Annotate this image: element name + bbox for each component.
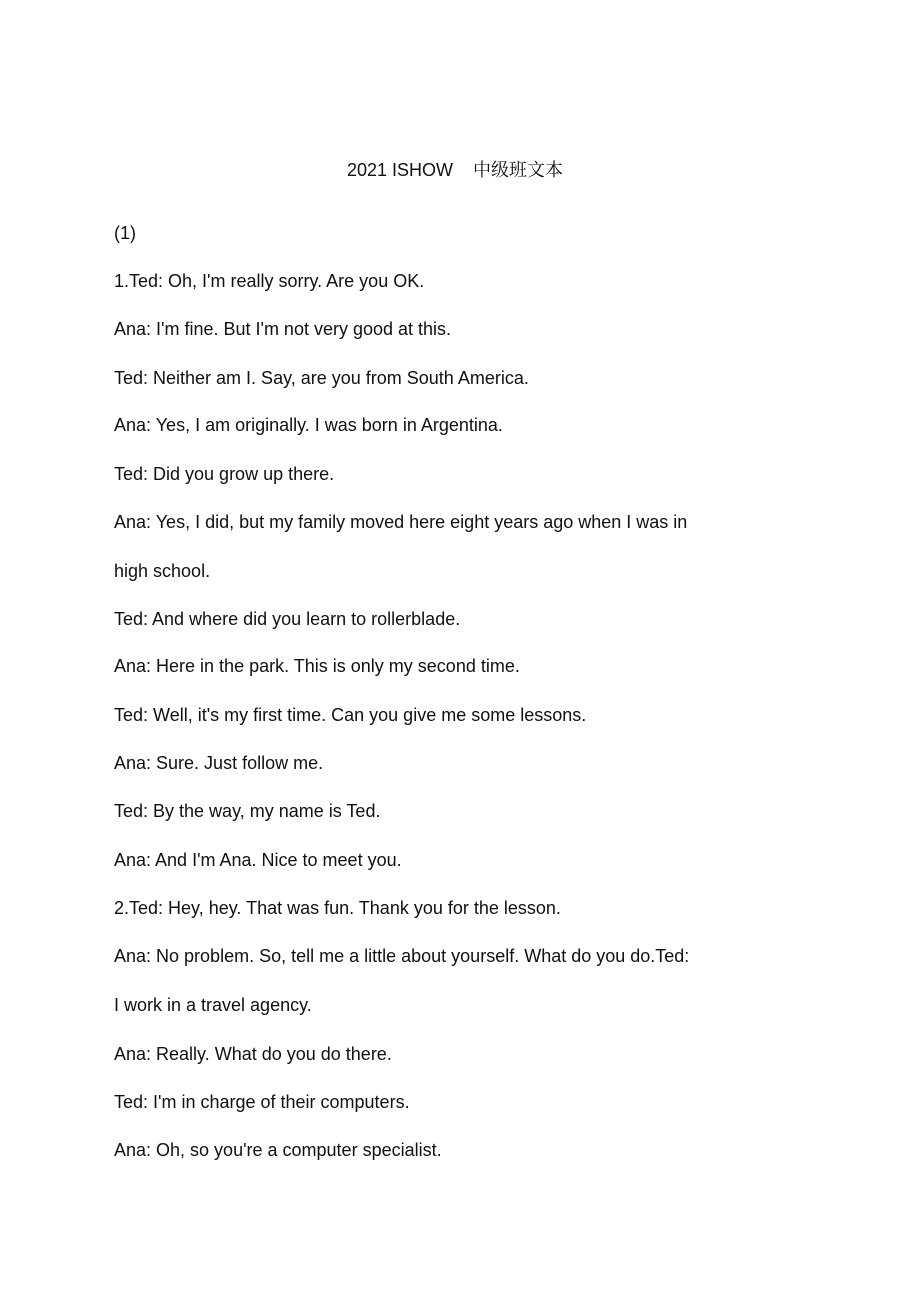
section-number: (1) — [114, 223, 136, 243]
dialogue-line: Ted: I'm in charge of their computers. — [114, 1092, 410, 1112]
dialogue-line: Ted: Neither am I. Say, are you from South America. — [114, 368, 529, 388]
dialogue-line: 1.Ted: Oh, I'm really sorry. Are you OK. — [114, 271, 425, 291]
dialogue-line: Ana: I'm fine. But I'm not very good at this. — [114, 319, 452, 339]
dialogue-line: Ana: Yes, I did, but my family moved here eight years ago when I was in — [114, 512, 688, 532]
dialogue-line: Ana: Here in the park. This is only my second time. — [114, 656, 520, 676]
dialogue-line: Ana: Sure. Just follow me. — [114, 753, 324, 773]
title-chinese: 中级班文本 — [473, 160, 564, 181]
dialogue-line: Ana: Really. What do you do there. — [114, 1044, 392, 1064]
dialogue-line: 2.Ted: Hey, hey. That was fun. Thank you for the lesson. — [114, 898, 561, 918]
dialogue-line: Ted: And where did you learn to rollerblade. — [114, 609, 461, 629]
page-title — [0, 156, 910, 182]
dialogue-line: Ana: Yes, I am originally. I was born in Argentina. — [114, 415, 503, 435]
title-english: 2021 ISHOW — [346, 160, 454, 180]
dialogue-line: I work in a travel agency. — [114, 995, 312, 1015]
dialogue-line: Ted: Well, it's my first time. Can you give me some lessons. — [114, 705, 587, 725]
dialogue-line: Ana: Oh, so you're a computer specialist. — [114, 1140, 442, 1160]
dialogue-line: Ted: Did you grow up there. — [114, 464, 335, 484]
dialogue-line: Ted: By the way, my name is Ted. — [114, 801, 381, 821]
dialogue-line: high school. — [114, 561, 211, 581]
dialogue-line: Ana: No problem. So, tell me a little about yourself. What do you do.Ted: — [114, 946, 690, 966]
dialogue-line: Ana: And I'm Ana. Nice to meet you. — [114, 850, 402, 870]
